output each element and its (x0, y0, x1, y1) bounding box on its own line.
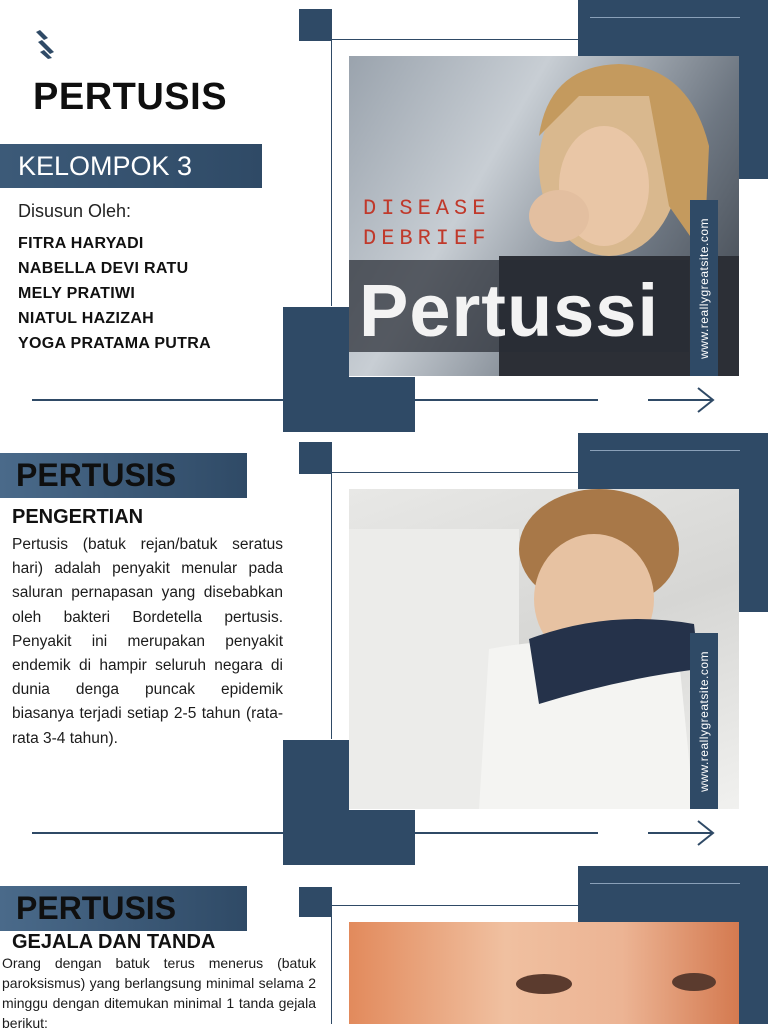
author-name: NABELLA DEVI RATU (18, 260, 189, 277)
decor-square (299, 887, 332, 917)
section-title: PERTUSIS (16, 890, 177, 926)
arrow-right-icon (646, 819, 718, 847)
decor-block (283, 377, 415, 432)
symptoms-paragraph: Orang dengan batuk terus menerus (batuk paroksismus) yang berlangsung minimal selama 2 minggu dengan ditemukan minimal 1 tanda gejala berikut: (2, 955, 316, 1031)
frame-line (590, 450, 740, 451)
frame-line (590, 883, 740, 884)
arrow-right-icon (646, 386, 718, 414)
author-name: MELY PRATIWI (18, 285, 136, 302)
section-banner (0, 453, 247, 498)
author-intro: Disusun Oleh: (18, 201, 132, 221)
section-title: PERTUSIS (16, 457, 177, 493)
decor-block (578, 0, 768, 56)
page-title: PERTUSIS (33, 76, 228, 118)
decor-square (299, 9, 332, 41)
decor-block (578, 433, 768, 489)
author-name: YOGA PRATAMA PUTRA (18, 335, 211, 352)
decor-block (739, 56, 768, 179)
divider (32, 399, 598, 401)
section-heading: PENGERTIAN (12, 506, 144, 528)
website-label: www.reallygreatsite.com (690, 200, 718, 376)
group-banner: KELOMPOK 3 (0, 144, 262, 188)
section-heading: GEJALA DAN TANDA (12, 931, 216, 953)
frame-line (331, 474, 332, 739)
frame-line (331, 907, 332, 1024)
child-face-photo (349, 922, 739, 1024)
website-label: www.reallygreatsite.com (690, 633, 718, 809)
frame-line (590, 17, 740, 18)
child-face-illustration (349, 922, 739, 1024)
definition-paragraph: Pertusis (batuk rejan/batuk seratus hari) adalah penyakit menular pada saluran pernapasan yang disebabkan oleh bakteri Bordetella pertusis. Penyakit ini merupakan penyakit endemik di hampir seluruh negara di dunia denga puncak epidemik biasanya terjadi setiap 2-5 tahun (rata-rata 3-4 tahun). (12, 536, 283, 747)
author-name: NIATUL HAZIZAH (18, 310, 155, 327)
child-coughing-illustration (349, 489, 739, 809)
section-banner (0, 886, 247, 931)
debrief-text: DISEASE DEBRIEF (363, 196, 491, 251)
decor-block (283, 810, 415, 865)
frame-line (331, 41, 332, 306)
author-list (18, 231, 211, 356)
decor-square (299, 442, 332, 474)
decor-block (578, 866, 768, 922)
author-name: FITRA HARYADI (18, 235, 144, 252)
cover-big-word: Pertussi (359, 269, 660, 352)
child-photo (349, 489, 739, 809)
decor-block (739, 489, 768, 612)
cover-photo (349, 56, 739, 376)
divider (32, 832, 598, 834)
slashes-logo-icon (34, 28, 58, 60)
decor-block (739, 922, 768, 1024)
